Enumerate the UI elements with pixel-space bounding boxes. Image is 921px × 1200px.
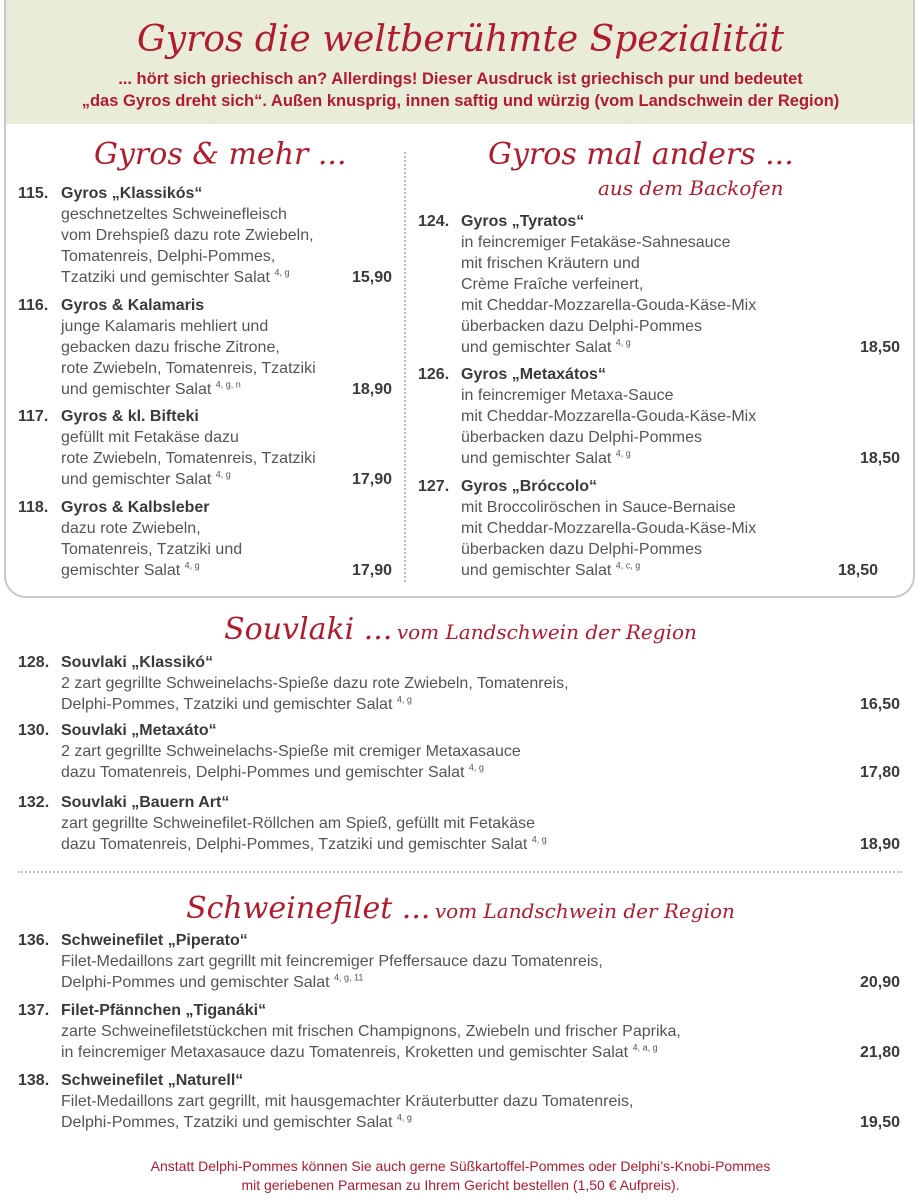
menu-item-description bbox=[18, 204, 314, 225]
menu-item-name: Souvlaki „Metaxáto“ bbox=[61, 722, 217, 739]
menu-item-number: 115. bbox=[18, 185, 49, 202]
allergen-codes: 4, g bbox=[396, 694, 412, 705]
menu-item-description-text: überbacken dazu Delphi-Pommes bbox=[461, 318, 703, 335]
menu-item-description bbox=[18, 427, 316, 448]
menu-item-name: Gyros & Kalbsleber bbox=[61, 499, 210, 516]
menu-item-description-text: überbacken dazu Delphi-Pommes bbox=[461, 541, 703, 558]
header-intro-line2: „das Gyros dreht sich“. Außen knusprig, innen saftig und würzig (vom Landschwein der Region) bbox=[81, 92, 840, 110]
menu-item-heading bbox=[18, 1070, 633, 1091]
menu-item-number: 116. bbox=[18, 297, 49, 314]
menu-item-price: 17,90 bbox=[351, 471, 392, 488]
menu-item-description-text: gemischter Salat bbox=[61, 562, 181, 579]
menu-item-price: 17,90 bbox=[351, 562, 392, 579]
souvlaki-title: Souvlaki ... bbox=[224, 612, 393, 647]
menu-item-description bbox=[18, 267, 314, 288]
menu-item-price: 17,80 bbox=[859, 764, 900, 781]
menu-item-name: Schweinefilet „Piperato“ bbox=[61, 932, 248, 949]
menu-item-price: 15,90 bbox=[351, 269, 392, 286]
menu-item-description-text: mit Cheddar-Mozzarella-Gouda-Käse-Mix bbox=[461, 408, 757, 425]
allergen-codes: 4, g bbox=[274, 267, 290, 278]
allergen-codes: 4, c, g bbox=[615, 560, 641, 571]
menu-item-description-text: mit Broccoliröschen in Sauce-Bernaise bbox=[461, 499, 736, 516]
menu-item-description bbox=[418, 253, 756, 274]
menu-item bbox=[18, 295, 316, 400]
menu-item-price: 18,90 bbox=[859, 836, 900, 853]
allergen-codes: 4, g bbox=[184, 560, 200, 571]
menu-item-description bbox=[18, 834, 547, 855]
menu-item-description bbox=[418, 232, 756, 253]
menu-item-name: Gyros „Metaxátos“ bbox=[461, 366, 606, 383]
menu-item-description bbox=[18, 1112, 633, 1133]
menu-item-heading bbox=[18, 930, 603, 951]
menu-item-heading bbox=[418, 211, 756, 232]
menu-item-name: Gyros „Bróccolo“ bbox=[461, 478, 598, 495]
menu-item bbox=[18, 652, 569, 715]
menu-item-description-text: Tzatziki und gemischter Salat bbox=[61, 269, 270, 286]
souvlaki-heading bbox=[0, 613, 921, 647]
menu-item-heading bbox=[18, 183, 314, 204]
menu-item-description-text: Crème Fraîche verfeinert, bbox=[461, 276, 644, 293]
menu-item-name: Gyros & Kalamaris bbox=[61, 297, 205, 314]
menu-item-heading bbox=[18, 720, 521, 741]
menu-item-description bbox=[18, 694, 569, 715]
allergen-codes: 4, g, 11 bbox=[334, 972, 364, 983]
menu-item-description bbox=[18, 813, 547, 834]
menu-item-description-text: Filet-Medaillons zart gegrillt, mit hausgemachter Kräuterbutter dazu Tomatenreis, bbox=[61, 1093, 634, 1110]
menu-item-description-text: Delphi-Pommes und gemischter Salat bbox=[61, 974, 330, 991]
menu-item-description-text: dazu Tomatenreis, Delphi-Pommes und gemischter Salat bbox=[61, 764, 465, 781]
menu-item-description-text: Filet-Medaillons zart gegrillt mit feincremiger Pfeffersauce dazu Tomatenreis, bbox=[61, 953, 603, 970]
souvlaki-subtitle: vom Landschwein der Region bbox=[396, 620, 697, 644]
menu-item-description bbox=[418, 560, 756, 581]
menu-item-heading bbox=[18, 652, 569, 673]
menu-item-description bbox=[418, 337, 756, 358]
menu-item-heading bbox=[18, 497, 242, 518]
menu-item-description-text: rote Zwiebeln, Tomatenreis, Tzatziki bbox=[61, 360, 316, 377]
menu-item-description bbox=[18, 469, 316, 490]
menu-item-description-text: dazu rote Zwiebeln, bbox=[61, 520, 201, 537]
allergen-codes: 4, g bbox=[215, 469, 231, 480]
menu-item-description-text: und gemischter Salat bbox=[61, 471, 212, 488]
menu-item-number: 138. bbox=[18, 1072, 50, 1089]
menu-item-number: 117. bbox=[18, 408, 49, 425]
menu-item bbox=[18, 183, 314, 288]
menu-item-description bbox=[418, 448, 756, 469]
menu-item-description bbox=[18, 560, 242, 581]
menu-item-name: Gyros „Klassikós“ bbox=[61, 185, 203, 202]
header-intro-line1: ... hört sich griechisch an? Allerdings! Dieser Ausdruck ist griechisch pur und bedeutet bbox=[118, 70, 803, 88]
menu-item-description-text: geschnetzeltes Schweinefleisch bbox=[61, 206, 287, 223]
schweinefilet-heading bbox=[0, 892, 921, 926]
column-divider bbox=[404, 152, 406, 582]
allergen-codes: 4, g bbox=[615, 448, 631, 459]
menu-item bbox=[418, 211, 756, 358]
menu-item-description-text: gefüllt mit Fetakäse dazu bbox=[61, 429, 239, 446]
menu-item bbox=[418, 476, 756, 581]
menu-item-description-text: überbacken dazu Delphi-Pommes bbox=[461, 429, 703, 446]
menu-item-number: 118. bbox=[18, 499, 49, 516]
menu-item-description bbox=[18, 1021, 681, 1042]
allergen-codes: 4, g bbox=[615, 337, 631, 348]
allergen-codes: 4, g bbox=[396, 1112, 412, 1123]
menu-item bbox=[18, 720, 521, 783]
menu-item-number: 137. bbox=[18, 1002, 50, 1019]
page-title: Gyros die weltberühmte Spezialität bbox=[137, 19, 784, 60]
menu-item-name: Souvlaki „Klassikó“ bbox=[61, 654, 214, 671]
menu-item bbox=[18, 1070, 633, 1133]
menu-item-price: 18,50 bbox=[837, 562, 878, 579]
menu-item-number: 124. bbox=[418, 213, 450, 230]
menu-item-description bbox=[18, 518, 242, 539]
menu-item-description-text: Tomatenreis, Delphi-Pommes, bbox=[61, 248, 276, 265]
menu-item-number: 132. bbox=[18, 794, 50, 811]
menu-item bbox=[18, 792, 547, 855]
menu-item-description bbox=[418, 385, 756, 406]
header-intro bbox=[0, 68, 921, 112]
menu-item-description-text: und gemischter Salat bbox=[61, 381, 212, 398]
menu-item-heading bbox=[418, 364, 756, 385]
menu-item-number: 126. bbox=[418, 366, 450, 383]
gyros-anders-subtitle: aus dem Backofen bbox=[598, 176, 784, 200]
menu-item-name: Gyros „Tyratos“ bbox=[461, 213, 585, 230]
menu-item-description-text: gebacken dazu frische Zitrone, bbox=[61, 339, 280, 356]
menu-item-description-text: dazu Tomatenreis, Delphi-Pommes, Tzatziki und gemischter Salat bbox=[61, 836, 528, 853]
menu-item-description bbox=[18, 358, 316, 379]
menu-item-description-text: junge Kalamaris mehliert und bbox=[61, 318, 269, 335]
menu-item-description bbox=[18, 316, 316, 337]
footer-note-line1: Anstatt Delphi-Pommes können Sie auch gerne Süßkartoffel-Pommes oder Delphi’s-Knobi-Pommes bbox=[150, 1158, 771, 1174]
menu-item-description bbox=[418, 497, 756, 518]
menu-item-description-text: und gemischter Salat bbox=[461, 339, 612, 356]
menu-item-description bbox=[18, 337, 316, 358]
menu-item-description bbox=[18, 972, 603, 993]
menu-item bbox=[18, 406, 316, 490]
menu-item-heading bbox=[418, 476, 756, 497]
menu-item-description bbox=[18, 1091, 633, 1112]
menu-item-price: 21,80 bbox=[859, 1044, 900, 1061]
menu-item-description bbox=[18, 1042, 681, 1063]
menu-item-description-text: in feincremiger Fetakäse-Sahnesauce bbox=[461, 234, 731, 251]
menu-item-description bbox=[418, 406, 756, 427]
menu-item-price: 18,50 bbox=[859, 450, 900, 467]
menu-item-price: 18,50 bbox=[859, 339, 900, 356]
allergen-codes: 4, g bbox=[531, 834, 547, 845]
menu-item-description bbox=[418, 539, 756, 560]
menu-item-price: 20,90 bbox=[859, 974, 900, 991]
menu-item-description bbox=[418, 295, 756, 316]
gyros-mehr-title: Gyros & mehr ... bbox=[94, 137, 347, 172]
menu-item-heading bbox=[18, 1000, 681, 1021]
schweinefilet-subtitle: vom Landschwein der Region bbox=[434, 899, 735, 923]
menu-item-description-text: Delphi-Pommes, Tzatziki und gemischter Salat bbox=[61, 1114, 393, 1131]
menu-item-description-text: 2 zart gegrillte Schweinelachs-Spieße mit cremiger Metaxasauce bbox=[61, 743, 521, 760]
allergen-codes: 4, a, g bbox=[632, 1042, 658, 1053]
menu-item-description-text: vom Drehspieß dazu rote Zwiebeln, bbox=[61, 227, 314, 244]
gyros-anders-title: Gyros mal anders ... bbox=[488, 137, 794, 172]
menu-item-description-text: in feincremiger Metaxasauce dazu Tomatenreis, Kroketten und gemischter Salat bbox=[61, 1044, 629, 1061]
allergen-codes: 4, g, n bbox=[215, 379, 241, 390]
menu-item-number: 127. bbox=[418, 478, 450, 495]
menu-item-description bbox=[418, 274, 756, 295]
menu-item bbox=[18, 1000, 681, 1063]
menu-item-description-text: in feincremiger Metaxa-Sauce bbox=[461, 387, 674, 404]
schweinefilet-title: Schweinefilet ... bbox=[186, 891, 431, 926]
menu-item-description-text: mit Cheddar-Mozzarella-Gouda-Käse-Mix bbox=[461, 297, 757, 314]
menu-item-number: 128. bbox=[18, 654, 50, 671]
menu-item-description bbox=[18, 246, 314, 267]
menu-item bbox=[18, 930, 603, 993]
menu-item-description bbox=[18, 741, 521, 762]
menu-item-description-text: und gemischter Salat bbox=[461, 450, 612, 467]
menu-item-description-text: zart gegrillte Schweinefilet-Röllchen am Spieß, gefüllt mit Fetakäse bbox=[61, 815, 535, 832]
allergen-codes: 4, g bbox=[468, 762, 484, 773]
menu-item-description bbox=[418, 518, 756, 539]
menu-item-description-text: 2 zart gegrillte Schweinelachs-Spieße dazu rote Zwiebeln, Tomatenreis, bbox=[61, 675, 569, 692]
menu-item-number: 130. bbox=[18, 722, 50, 739]
menu-item-heading bbox=[18, 295, 316, 316]
menu-item-description-text: zarte Schweinefiletstückchen mit frischen Champignons, Zwiebeln und frischer Paprika, bbox=[61, 1023, 681, 1040]
menu-item-description bbox=[18, 379, 316, 400]
footer-note bbox=[0, 1157, 921, 1195]
menu-item-price: 18,90 bbox=[351, 381, 392, 398]
menu-item-description bbox=[18, 225, 314, 246]
menu-item-description bbox=[418, 316, 756, 337]
menu-item-description-text: und gemischter Salat bbox=[461, 562, 612, 579]
menu-item bbox=[418, 364, 756, 469]
menu-item-description bbox=[18, 448, 316, 469]
menu-item-name: Souvlaki „Bauern Art“ bbox=[61, 794, 230, 811]
menu-item-description-text: mit frischen Kräutern und bbox=[461, 255, 640, 272]
menu-item-description bbox=[18, 951, 603, 972]
menu-item-name: Filet-Pfännchen „Tiganáki“ bbox=[61, 1002, 267, 1019]
menu-item bbox=[18, 497, 242, 581]
menu-item-description-text: Delphi-Pommes, Tzatziki und gemischter Salat bbox=[61, 696, 393, 713]
menu-item-description bbox=[18, 539, 242, 560]
menu-item-heading bbox=[18, 406, 316, 427]
menu-item-price: 19,50 bbox=[859, 1114, 900, 1131]
footer-note-line2: mit geriebenen Parmesan zu Ihrem Gericht bestellen (1,50 € Aufpreis). bbox=[241, 1177, 680, 1193]
menu-item-number: 136. bbox=[18, 932, 50, 949]
menu-item-description-text: mit Cheddar-Mozzarella-Gouda-Käse-Mix bbox=[461, 520, 757, 537]
menu-item-description bbox=[418, 427, 756, 448]
menu-item-price: 16,50 bbox=[859, 696, 900, 713]
menu-item-description bbox=[18, 673, 569, 694]
menu-item-description-text: rote Zwiebeln, Tomatenreis, Tzatziki bbox=[61, 450, 316, 467]
section-separator bbox=[18, 871, 902, 873]
menu-item-description bbox=[18, 762, 521, 783]
menu-item-name: Schweinefilet „Naturell“ bbox=[61, 1072, 244, 1089]
menu-item-name: Gyros & kl. Bifteki bbox=[61, 408, 199, 425]
menu-item-description-text: Tomatenreis, Tzatziki und bbox=[61, 541, 243, 558]
menu-item-heading bbox=[18, 792, 547, 813]
